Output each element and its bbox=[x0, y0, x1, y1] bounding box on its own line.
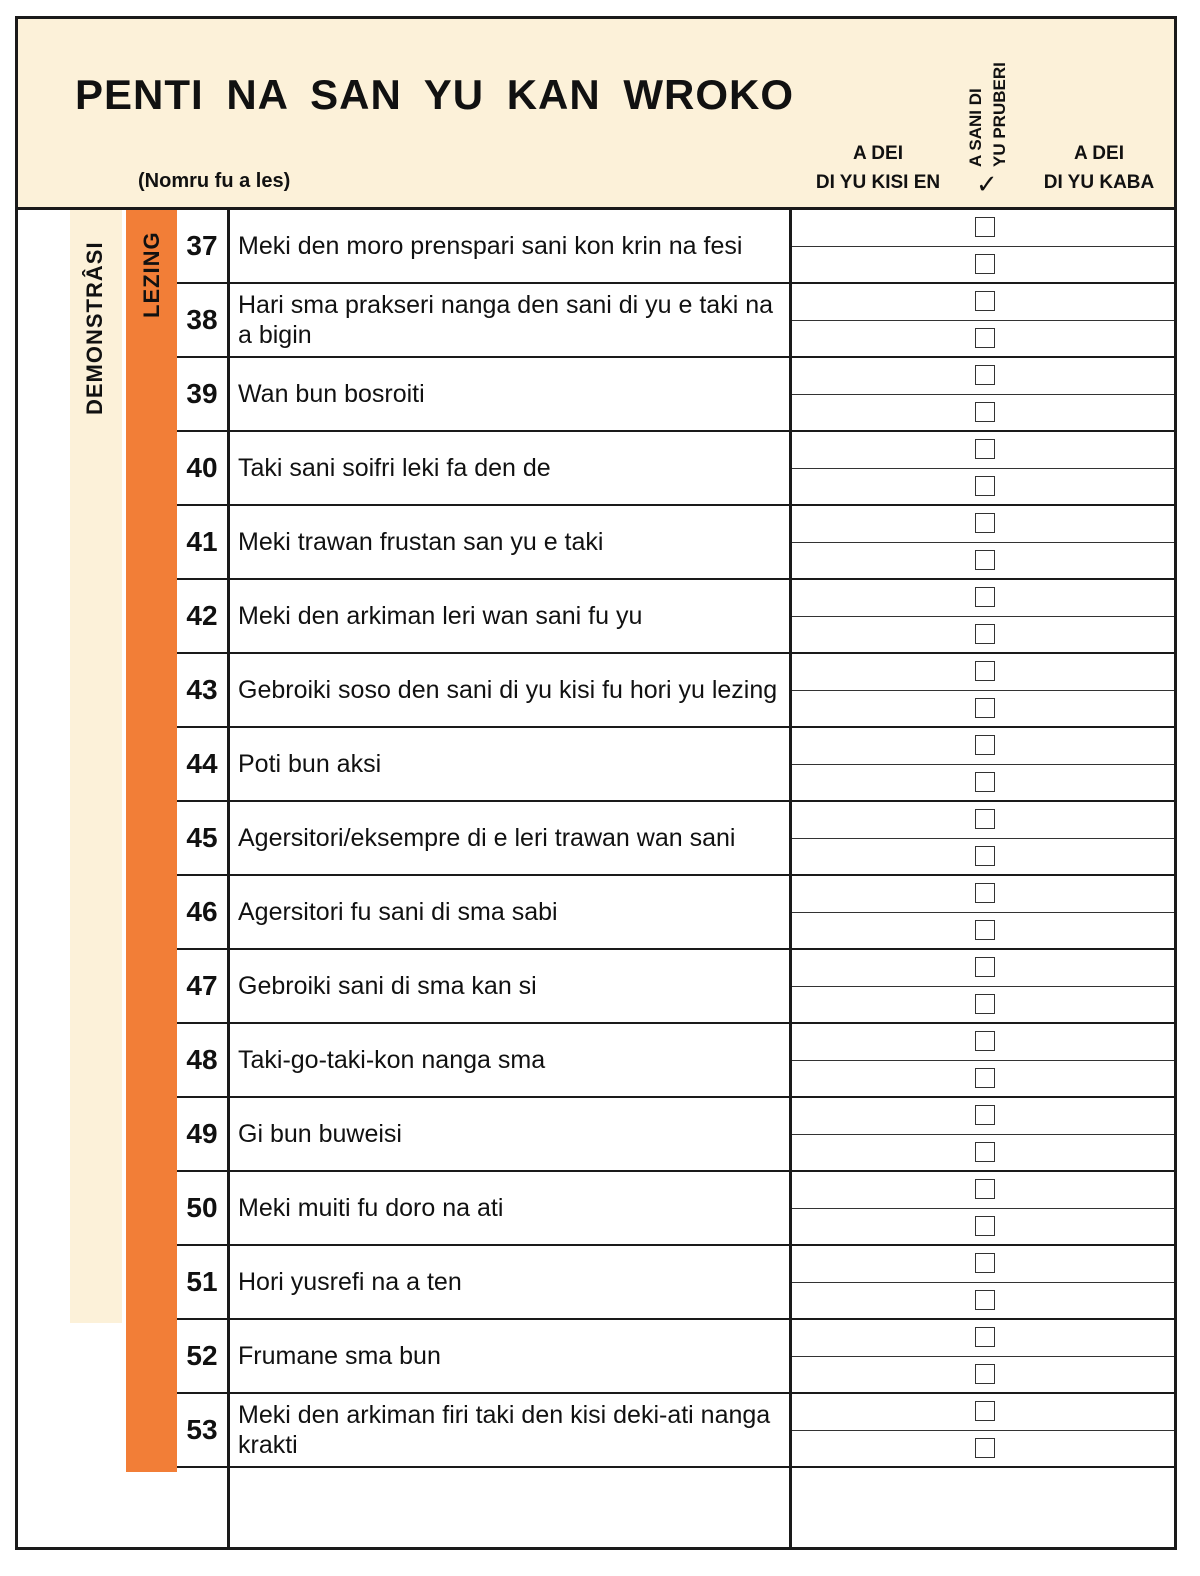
checklist-form bbox=[15, 16, 1177, 1550]
tried-checkbox[interactable] bbox=[975, 1438, 995, 1458]
entry-line[interactable] bbox=[791, 876, 1174, 913]
tried-checkbox[interactable] bbox=[975, 328, 995, 348]
entry-line[interactable] bbox=[791, 617, 1174, 654]
entry-line[interactable] bbox=[791, 1283, 1174, 1320]
entry-line[interactable] bbox=[791, 1024, 1174, 1061]
entry-line[interactable] bbox=[791, 1394, 1174, 1431]
row-text: Meki den arkiman firi taki den kisi deki-ati nanga krakti bbox=[238, 1401, 771, 1459]
entry-line[interactable] bbox=[791, 1246, 1174, 1283]
row-text: Meki muiti fu doro na ati bbox=[238, 1194, 504, 1222]
entry-line[interactable] bbox=[791, 1209, 1174, 1246]
row-number: 49 bbox=[186, 1118, 218, 1149]
row-number: 40 bbox=[186, 452, 218, 483]
table-row bbox=[177, 950, 1174, 1024]
row-text: Meki den arkiman leri wan sani fu yu bbox=[238, 602, 643, 630]
row-text: Hari sma prakseri nanga den sani di yu e taki na a bigin bbox=[238, 291, 774, 349]
row-number: 47 bbox=[186, 970, 218, 1001]
row-text: Frumane sma bun bbox=[238, 1342, 441, 1370]
row-text: Taki sani soifri leki fa den de bbox=[238, 454, 551, 482]
tried-checkbox[interactable] bbox=[975, 846, 995, 866]
tried-checkbox[interactable] bbox=[975, 1253, 995, 1273]
tried-checkbox[interactable] bbox=[975, 1327, 995, 1347]
entry-line[interactable] bbox=[791, 580, 1174, 617]
table-row bbox=[177, 1246, 1174, 1320]
entry-line[interactable] bbox=[791, 1061, 1174, 1098]
form-subtitle: (Nomru fu a les) bbox=[138, 170, 291, 192]
entry-line[interactable] bbox=[791, 1172, 1174, 1209]
table-row bbox=[177, 802, 1174, 876]
entry-line[interactable] bbox=[791, 284, 1174, 321]
tried-checkbox[interactable] bbox=[975, 772, 995, 792]
demonstrasi-band bbox=[70, 210, 122, 1323]
row-text: Agersitori/eksempre di e leri trawan wan sani bbox=[238, 824, 736, 852]
tried-checkbox[interactable] bbox=[975, 735, 995, 755]
table-row bbox=[177, 506, 1174, 580]
entry-line[interactable] bbox=[791, 210, 1174, 247]
entry-line[interactable] bbox=[791, 1320, 1174, 1357]
tried-checkbox[interactable] bbox=[975, 291, 995, 311]
table-row bbox=[177, 210, 1174, 284]
tried-checkbox[interactable] bbox=[975, 254, 995, 274]
table-row bbox=[177, 654, 1174, 728]
form-title: PENTI NA SAN YU KAN WROKO bbox=[75, 71, 795, 118]
entry-line[interactable] bbox=[791, 432, 1174, 469]
entry-line[interactable] bbox=[791, 469, 1174, 506]
tried-checkbox[interactable] bbox=[975, 809, 995, 829]
form-header bbox=[18, 19, 1174, 210]
tried-checkbox[interactable] bbox=[975, 698, 995, 718]
table-row bbox=[177, 728, 1174, 802]
table-row bbox=[177, 1394, 1174, 1468]
entry-line[interactable] bbox=[791, 654, 1174, 691]
row-number: 41 bbox=[186, 526, 218, 557]
entry-line[interactable] bbox=[791, 395, 1174, 432]
entry-line[interactable] bbox=[791, 247, 1174, 284]
row-number: 42 bbox=[186, 600, 218, 631]
entry-line[interactable] bbox=[791, 987, 1174, 1024]
row-text: Agersitori fu sani di sma sabi bbox=[238, 898, 558, 926]
tried-checkbox[interactable] bbox=[975, 920, 995, 940]
column-date-received bbox=[808, 139, 948, 197]
tried-checkbox[interactable] bbox=[975, 513, 995, 533]
column-date-received-line1: A DEI bbox=[853, 143, 903, 164]
table-row bbox=[177, 284, 1174, 358]
checkmark-icon: ✓ bbox=[976, 169, 998, 199]
tried-checkbox[interactable] bbox=[975, 217, 995, 237]
tried-checkbox[interactable] bbox=[975, 1401, 995, 1421]
row-number: 46 bbox=[186, 896, 218, 927]
row-text: Wan bun bosroiti bbox=[238, 380, 425, 408]
row-text: Hori yusrefi na a ten bbox=[238, 1268, 462, 1296]
column-tried-label bbox=[964, 37, 1012, 167]
column-tried bbox=[962, 41, 1014, 199]
tried-checkbox[interactable] bbox=[975, 883, 995, 903]
row-number: 48 bbox=[186, 1044, 218, 1075]
entry-line[interactable] bbox=[791, 543, 1174, 580]
entry-line[interactable] bbox=[791, 691, 1174, 728]
column-date-finished-line2: DI YU KABA bbox=[1043, 172, 1155, 193]
tried-checkbox[interactable] bbox=[975, 439, 995, 459]
row-number: 44 bbox=[186, 748, 218, 779]
tried-checkbox[interactable] bbox=[975, 365, 995, 385]
row-text: Gebroiki soso den sani di yu kisi fu hori yu lezing bbox=[238, 676, 778, 704]
row-text: Taki-go-taki-kon nanga sma bbox=[238, 1046, 546, 1074]
column-date-finished bbox=[1028, 139, 1170, 197]
checklist-rows bbox=[177, 210, 1174, 1468]
column-tried-line2: YU PRUBERI bbox=[990, 62, 1009, 167]
table-row bbox=[177, 432, 1174, 506]
entry-line[interactable] bbox=[791, 839, 1174, 876]
demonstrasi-label: DEMONSTRÂSI bbox=[82, 241, 107, 415]
tried-checkbox[interactable] bbox=[975, 1068, 995, 1088]
entry-line[interactable] bbox=[791, 1357, 1174, 1394]
tried-checkbox[interactable] bbox=[975, 1290, 995, 1310]
table-row bbox=[177, 358, 1174, 432]
row-text: Poti bun aksi bbox=[238, 750, 382, 778]
tried-checkbox[interactable] bbox=[975, 1105, 995, 1125]
divider bbox=[789, 210, 792, 1547]
entry-line[interactable] bbox=[791, 1135, 1174, 1172]
table-row bbox=[177, 876, 1174, 950]
tried-checkbox[interactable] bbox=[975, 624, 995, 644]
row-text: Meki trawan frustan san yu e taki bbox=[238, 528, 604, 556]
tried-checkbox[interactable] bbox=[975, 1216, 995, 1236]
row-number: 45 bbox=[186, 822, 218, 853]
row-number: 37 bbox=[186, 230, 218, 261]
entry-line[interactable] bbox=[791, 358, 1174, 395]
column-tried-line1: A SANI DI bbox=[966, 88, 985, 167]
tried-checkbox[interactable] bbox=[975, 550, 995, 570]
tried-checkbox[interactable] bbox=[975, 957, 995, 977]
row-number: 51 bbox=[186, 1266, 218, 1297]
tried-checkbox[interactable] bbox=[975, 476, 995, 496]
lezing-band bbox=[126, 210, 177, 1472]
tried-checkbox[interactable] bbox=[975, 587, 995, 607]
row-number: 43 bbox=[186, 674, 218, 705]
divider bbox=[227, 210, 230, 1547]
row-text: Gebroiki sani di sma kan si bbox=[238, 972, 537, 1000]
entry-line[interactable] bbox=[791, 321, 1174, 358]
tried-checkbox[interactable] bbox=[975, 661, 995, 681]
tried-checkbox[interactable] bbox=[975, 1031, 995, 1051]
entry-line[interactable] bbox=[791, 765, 1174, 802]
row-text: Gi bun buweisi bbox=[238, 1120, 402, 1148]
entry-line[interactable] bbox=[791, 728, 1174, 765]
lezing-label: LEZING bbox=[139, 231, 164, 318]
row-number: 39 bbox=[186, 378, 218, 409]
row-number: 52 bbox=[186, 1340, 218, 1371]
table-row bbox=[177, 1098, 1174, 1172]
tried-checkbox[interactable] bbox=[975, 994, 995, 1014]
row-text: Meki den moro prenspari sani kon krin na fesi bbox=[238, 232, 743, 260]
table-row bbox=[177, 1320, 1174, 1394]
table-row bbox=[177, 580, 1174, 654]
tried-checkbox[interactable] bbox=[975, 1179, 995, 1199]
table-row bbox=[177, 1024, 1174, 1098]
entry-line[interactable] bbox=[791, 950, 1174, 987]
tried-checkbox[interactable] bbox=[975, 1142, 995, 1162]
entry-line[interactable] bbox=[791, 913, 1174, 950]
entry-line[interactable] bbox=[791, 1431, 1174, 1468]
entry-line[interactable] bbox=[791, 506, 1174, 543]
row-number: 53 bbox=[186, 1414, 218, 1445]
tried-checkbox[interactable] bbox=[975, 402, 995, 422]
entry-line[interactable] bbox=[791, 802, 1174, 839]
tried-checkbox[interactable] bbox=[975, 1364, 995, 1384]
row-number: 50 bbox=[186, 1192, 218, 1223]
entry-line[interactable] bbox=[791, 1098, 1174, 1135]
column-date-finished-line1: A DEI bbox=[1074, 143, 1124, 164]
column-date-received-line2: DI YU KISI EN bbox=[815, 172, 941, 193]
table-row bbox=[177, 1172, 1174, 1246]
row-number: 38 bbox=[186, 304, 218, 335]
